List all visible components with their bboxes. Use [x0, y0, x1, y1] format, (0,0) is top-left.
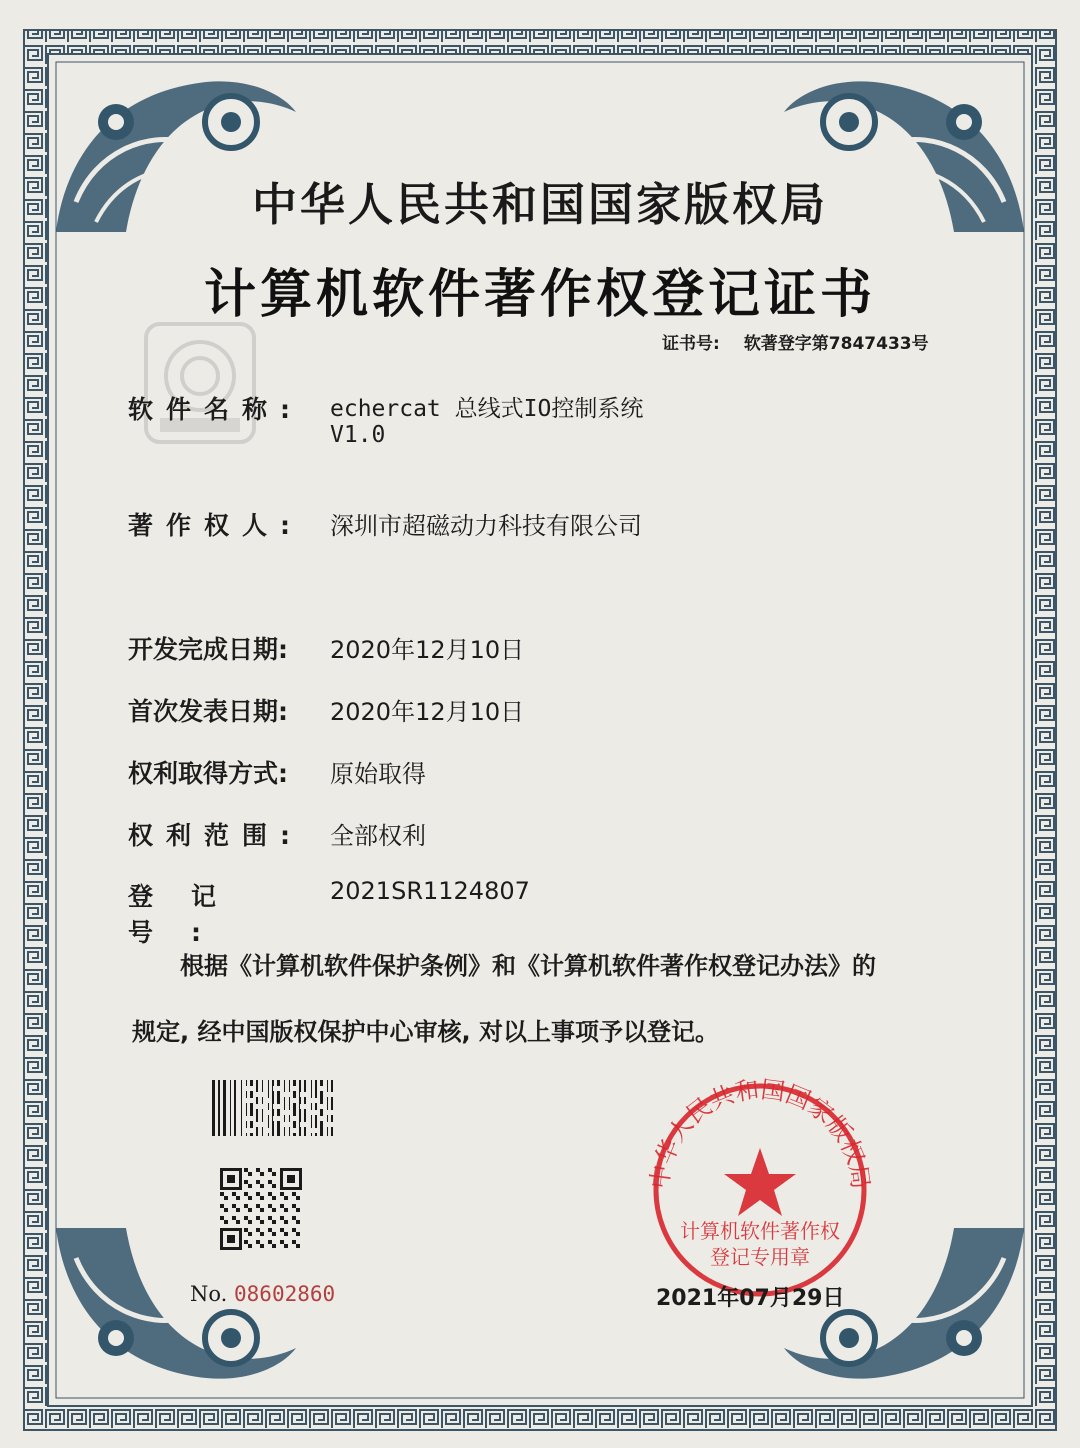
certificate-number-label: 证书号:	[662, 334, 720, 354]
acquire-method-label: 权利取得方式:	[128, 759, 288, 788]
owner-label: 著作权人:	[128, 511, 303, 540]
software-name-line1: echercat 总线式IO控制系统	[330, 396, 644, 422]
rights-scope-label: 权利范围:	[128, 821, 303, 850]
serial-prefix: No.	[190, 1282, 228, 1306]
issuing-authority: 中华人民共和国国家版权局	[251, 178, 828, 231]
pub-date-value: 2020年12月10日	[330, 698, 525, 726]
seal-inner-line2: 登记专用章	[710, 1245, 810, 1269]
official-seal	[640, 1070, 880, 1300]
dev-date-value: 2020年12月10日	[330, 636, 525, 664]
qr-code	[220, 1168, 302, 1250]
statement-line1: 根据《计算机软件保护条例》和《计算机软件著作权登记办法》的	[180, 952, 876, 980]
certificate-number	[662, 329, 929, 354]
pub-date-label: 首次发表日期:	[128, 697, 288, 726]
certificate-title: 计算机软件著作权登记证书	[203, 264, 876, 325]
star-icon	[724, 1148, 796, 1216]
seal-ring-text: 中华人民共和国国家版权局	[645, 1075, 875, 1191]
serial-number	[190, 1282, 335, 1306]
owner-value: 深圳市超磁动力科技有限公司	[330, 512, 642, 540]
software-name-label: 软件名称:	[128, 395, 303, 424]
registration-number-value: 2021SR1124807	[330, 877, 530, 905]
statement-line2: 规定, 经中国版权保护中心审核, 对以上事项予以登记。	[132, 1018, 719, 1046]
certificate-number-value: 软著登字第7847433号	[743, 334, 929, 354]
issue-date: 2021年07月29日	[656, 1286, 845, 1311]
rights-scope-value: 全部权利	[330, 822, 426, 850]
dev-date-label: 开发完成日期:	[128, 635, 288, 664]
seal-inner-line1: 计算机软件著作权	[680, 1219, 840, 1243]
watermark-emblem	[140, 318, 260, 448]
software-name-line2: V1.0	[330, 422, 386, 448]
barcode	[212, 1080, 368, 1136]
serial-value: 08602860	[234, 1282, 336, 1306]
registration-number-label: 登记号:	[128, 882, 255, 947]
acquire-method-value: 原始取得	[330, 760, 426, 788]
corner-ornament-bottom-left	[56, 1228, 296, 1398]
